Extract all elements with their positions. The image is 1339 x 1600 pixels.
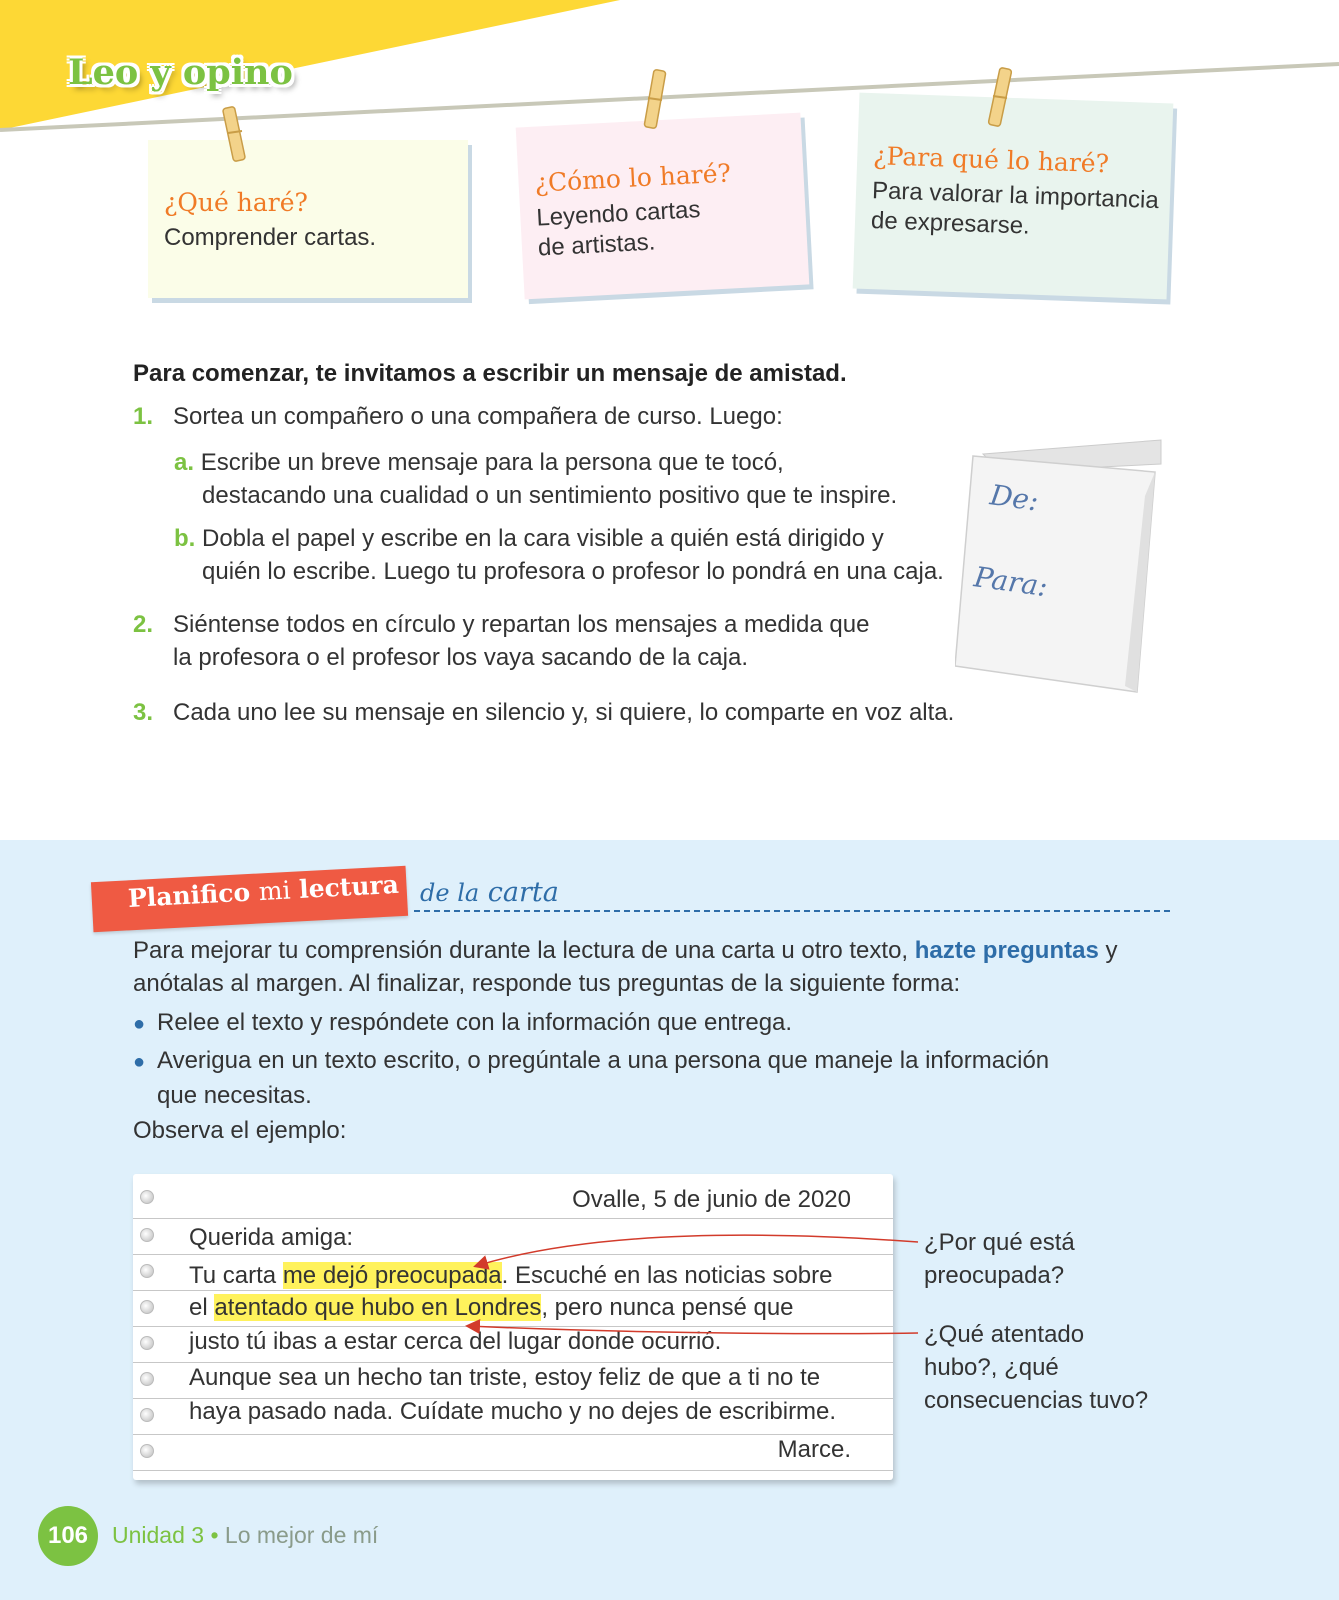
item-text: Escribe un breve mensaje para la persona que te tocó, — [200, 449, 784, 476]
note-question: ¿Qué haré? — [164, 188, 308, 217]
plan-text: Para mejorar tu comprensión durante la lectura de una carta u otro texto, — [133, 937, 909, 964]
letter-text: Tu carta — [189, 1262, 283, 1289]
margin-question-1 — [924, 1226, 1075, 1292]
plan-highlight: hazte preguntas — [914, 937, 1099, 964]
section-label-word: Planifico — [127, 877, 251, 913]
page-number: 106 — [38, 1506, 98, 1566]
footer-unit — [112, 1522, 378, 1549]
letter-text: . Escuché en las noticias sobre — [501, 1262, 833, 1289]
section-subtitle-prefix: de la — [420, 879, 480, 907]
bullet-icon: ● — [133, 1051, 146, 1073]
letter-highlight: me dejó preocupada — [282, 1262, 502, 1289]
letter-date: Ovalle, 5 de junio de 2020 — [572, 1186, 851, 1213]
card-to-label: Para: — [972, 560, 1050, 604]
question-text: consecuencias tuvo? — [924, 1387, 1149, 1414]
plan-text: y — [1105, 937, 1118, 964]
note-answer-line: Leyendo cartas — [535, 196, 702, 232]
item-text: Dobla el papel y escribe en la cara visible a quién está dirigido y — [202, 525, 884, 552]
bullet-text: Relee el texto y respóndete con la información que entrega. — [157, 1009, 793, 1036]
margin-question-2 — [924, 1318, 1148, 1417]
letter-greeting: Querida amiga: — [189, 1224, 354, 1251]
item-text: destacando una cualidad o un sentimiento positivo que te inspire. — [202, 482, 898, 509]
letter-text: el — [189, 1294, 215, 1321]
item-number: 3. — [133, 699, 154, 726]
unit-topic: Lo mejor de mí — [224, 1522, 379, 1548]
item-number: 2. — [133, 611, 154, 638]
note-question: ¿Para qué lo haré? — [872, 141, 1110, 179]
letter-line: Aunque sea un hecho tan triste, estoy feliz de que a ti no te — [189, 1364, 821, 1391]
question-text: ¿Por qué está — [924, 1229, 1075, 1256]
section-label-word: mi — [258, 875, 292, 907]
item-letter: a. — [174, 449, 195, 476]
unit-label: Unidad 3 — [112, 1522, 205, 1548]
card-from-label: De: — [988, 478, 1041, 518]
item-text: Sortea un compañero o una compañera de curso. Luego: — [173, 403, 783, 430]
note-answer-line: Para valorar la importancia — [871, 177, 1160, 215]
bullet-text: Averigua en un texto escrito, o pregúntale a una persona que maneje la información — [157, 1047, 1050, 1074]
item-text: quién lo escribe. Luego tu profesora o profesor lo pondrá en una caja. — [202, 558, 944, 585]
item-number: 1. — [133, 403, 154, 430]
letter-line: haya pasado nada. Cuídate mucho y no dejes de escribirme. — [189, 1398, 837, 1425]
section-label-word: lectura — [298, 869, 400, 905]
plan-text: anótalas al margen. Al finalizar, responde tus preguntas de la siguiente forma: — [133, 970, 961, 997]
section-subtitle-word: carta — [487, 877, 559, 908]
question-text: preocupada? — [924, 1262, 1065, 1289]
page-title: Leo y opino — [68, 52, 293, 93]
letter-text: , pero nunca pensé que — [541, 1294, 794, 1321]
bullet-icon: ● — [133, 1013, 146, 1035]
item-text: la profesora o el profesor los vaya sacando de la caja. — [173, 644, 749, 671]
intro-text: Para comenzar, te invitamos a escribir un mensaje de amistad. — [133, 360, 847, 387]
observe-text: Observa el ejemplo: — [133, 1117, 347, 1144]
note-answer-line: de artistas. — [537, 228, 656, 262]
note-answer-line: de expresarse. — [870, 207, 1031, 240]
note-answer: Comprender cartas. — [164, 224, 377, 251]
bullet-text: que necesitas. — [157, 1082, 312, 1109]
bullet-icon: • — [210, 1522, 219, 1548]
question-text: ¿Qué atentado — [924, 1321, 1085, 1348]
letter-highlight: atentado que hubo en Londres — [214, 1294, 542, 1321]
letter-line: justo tú ibas a estar cerca del lugar donde ocurrió. — [189, 1328, 722, 1355]
letter-signature: Marce. — [777, 1436, 851, 1463]
item-letter: b. — [174, 525, 196, 552]
question-text: hubo?, ¿qué — [924, 1354, 1059, 1381]
note-question: ¿Cómo lo haré? — [533, 158, 732, 198]
item-text: Siéntense todos en círculo y repartan los mensajes a medida que — [173, 611, 870, 638]
item-text: Cada uno lee su mensaje en silencio y, si quiere, lo comparte en voz alta. — [173, 699, 955, 726]
